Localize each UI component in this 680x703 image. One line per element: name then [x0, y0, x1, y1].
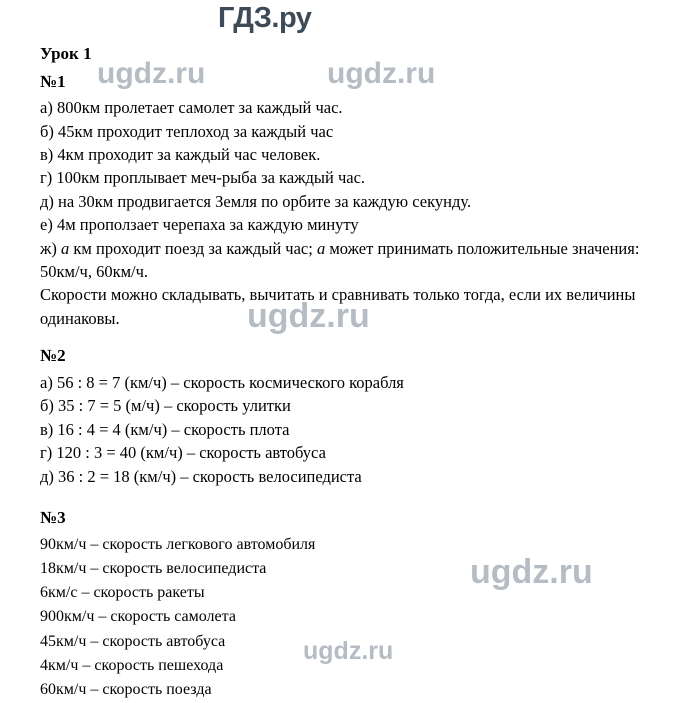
answer-line: г) 100км проплывает меч-рыба за каждый час. — [40, 168, 366, 188]
conclusion-paragraph: Скорости можно складывать, вычитать и сравнивать только тогда, если их величины одинаковы. — [40, 285, 636, 328]
lesson-title: Урок 1 — [40, 44, 92, 63]
answer-line: д) на 30км продвигается Земля по орбите за каждую секунду. — [40, 191, 472, 211]
answer-line: 6км/с – скорость ракеты — [40, 584, 205, 602]
task-number-2: №2 — [40, 346, 66, 366]
answer-line: б) 35 : 7 = 5 (м/ч) – скорость улитки — [40, 396, 291, 416]
answer-line: 45км/ч – скорость автобуса — [40, 632, 226, 650]
answer-line: б) 45км проходит теплоход за каждый час — [40, 121, 334, 141]
zh-end: может принимать положительные значения: 50км/ч, 60км/ч. — [40, 238, 640, 282]
zh-prefix: ж) — [40, 238, 62, 258]
answer-line: 900км/ч – скорость самолета — [40, 608, 236, 626]
variable-a: а — [61, 238, 70, 258]
site-logo[interactable]: ГДЗ.ру — [218, 2, 312, 34]
answer-line: 18км/ч – скорость велосипедиста — [40, 559, 267, 577]
answer-line-zh — [40, 237, 650, 284]
answer-line: в) 4км проходит за каждый час человек. — [40, 144, 321, 164]
watermark: ugdz.ru — [303, 637, 394, 665]
answer-line: д) 36 : 2 = 18 (км/ч) – скорость велосипедиста — [40, 466, 362, 486]
document-content — [40, 44, 650, 703]
watermark: ugdz.ru — [97, 57, 206, 90]
task-number-1: №1 — [40, 71, 66, 91]
watermark: ugdz.ru — [247, 297, 370, 335]
variable-a: а — [316, 238, 326, 258]
answer-line: а) 56 : 8 = 7 (км/ч) – скорость космического корабля — [40, 372, 404, 392]
watermark: ugdz.ru — [470, 553, 593, 591]
answer-line: 90км/ч – скорость легкового автомобиля — [40, 535, 316, 553]
answer-line: 60км/ч – скорость поезда — [40, 681, 212, 699]
answer-line: е) 4м проползает черепаха за каждую минуту — [40, 215, 359, 235]
answer-line: в) 16 : 4 = 4 (км/ч) – скорость плота — [40, 419, 290, 439]
answer-line: г) 120 : 3 = 40 (км/ч) – скорость автобуса — [40, 443, 326, 463]
watermark: ugdz.ru — [327, 57, 436, 90]
answer-line: 4км/ч – скорость пешехода — [40, 657, 224, 675]
zh-mid: км проходит поезд за каждый час; — [69, 238, 317, 258]
section-2 — [40, 346, 650, 488]
task-number-3: №3 — [40, 507, 66, 527]
answer-line: а) 800км пролетает самолет за каждый час. — [40, 98, 343, 118]
section-1 — [40, 72, 650, 331]
section-3 — [40, 508, 650, 703]
